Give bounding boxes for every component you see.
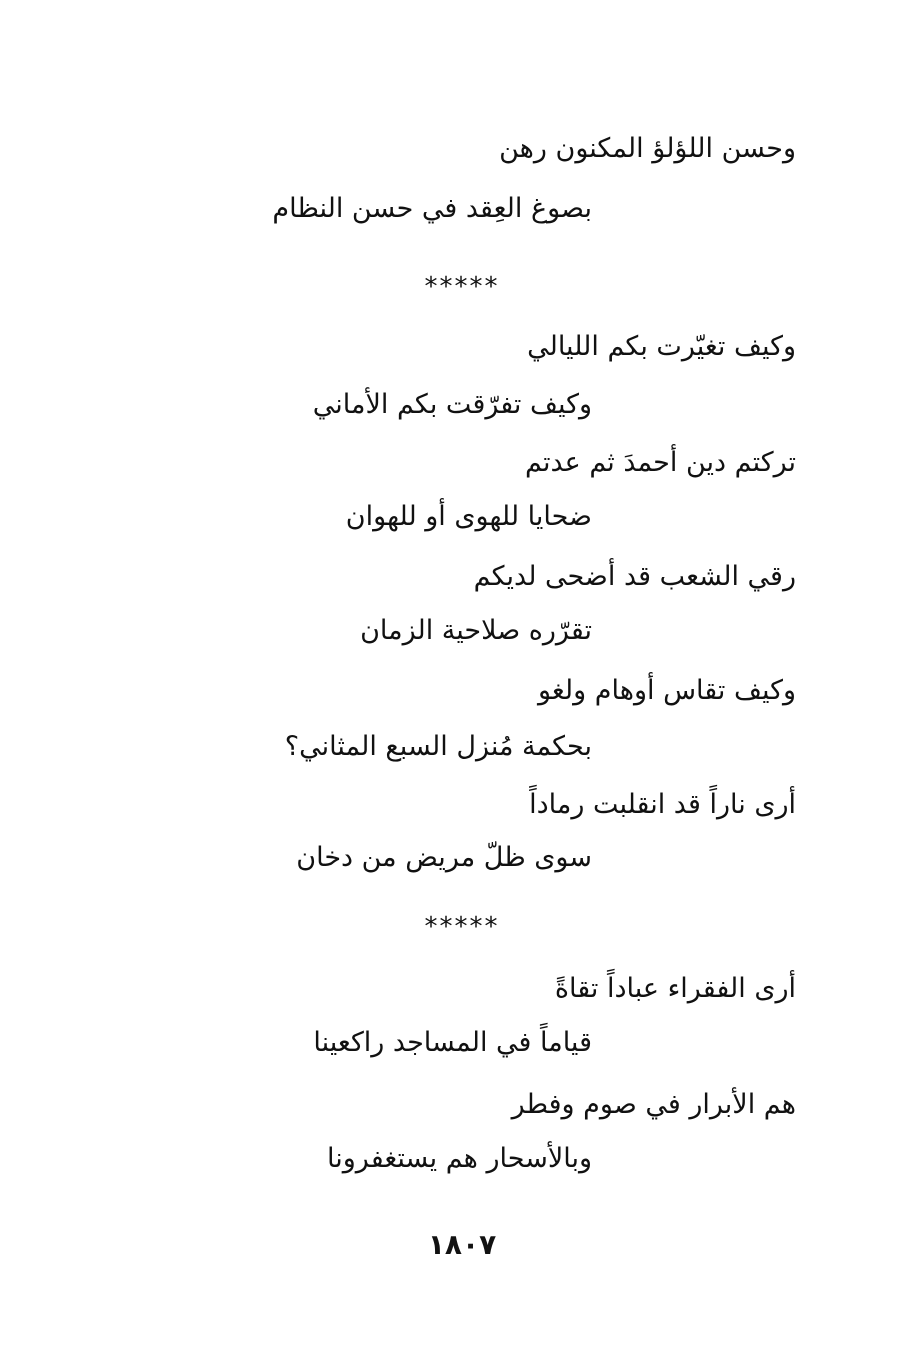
- verse-line-first: هم الأبرار في صوم وفطر: [511, 1089, 796, 1120]
- verse-line-second: سوى ظلّ مريض من دخان: [296, 842, 592, 873]
- verse-line-first: وكيف تقاس أوهام ولغو: [537, 675, 796, 706]
- stanza-separator: *****: [424, 272, 500, 302]
- verse-line-first: رقي الشعب قد أضحى لديكم: [473, 561, 796, 592]
- verse-line-first: أرى ناراً قد انقلبت رماداً: [529, 789, 796, 820]
- stanza-separator: *****: [424, 912, 500, 942]
- verse-line-second: تقرّره صلاحية الزمان: [360, 615, 592, 646]
- page-number: ١٨٠٧: [427, 1228, 497, 1261]
- verse-line-first: وكيف تغيّرت بكم الليالي: [527, 331, 796, 362]
- verse-line-second: بحكمة مُنزل السبع المثاني؟: [284, 731, 592, 762]
- verse-line-second: ضحايا للهوى أو للهوان: [345, 501, 592, 532]
- verse-line-second: بصوغ العِقد في حسن النظام: [272, 193, 592, 224]
- verse-line-first: وحسن اللؤلؤ المكنون رهن: [499, 133, 796, 164]
- verse-line-second: وبالأسحار هم يستغفرونا: [327, 1143, 592, 1174]
- verse-line-second: قياماً في المساجد راكعينا: [313, 1027, 592, 1058]
- verse-line-second: وكيف تفرّقت بكم الأماني: [312, 389, 592, 420]
- verse-line-first: أرى الفقراء عباداً تقاةً: [554, 973, 796, 1004]
- verse-line-first: تركتم دين أحمدَ ثم عدتم: [524, 447, 796, 478]
